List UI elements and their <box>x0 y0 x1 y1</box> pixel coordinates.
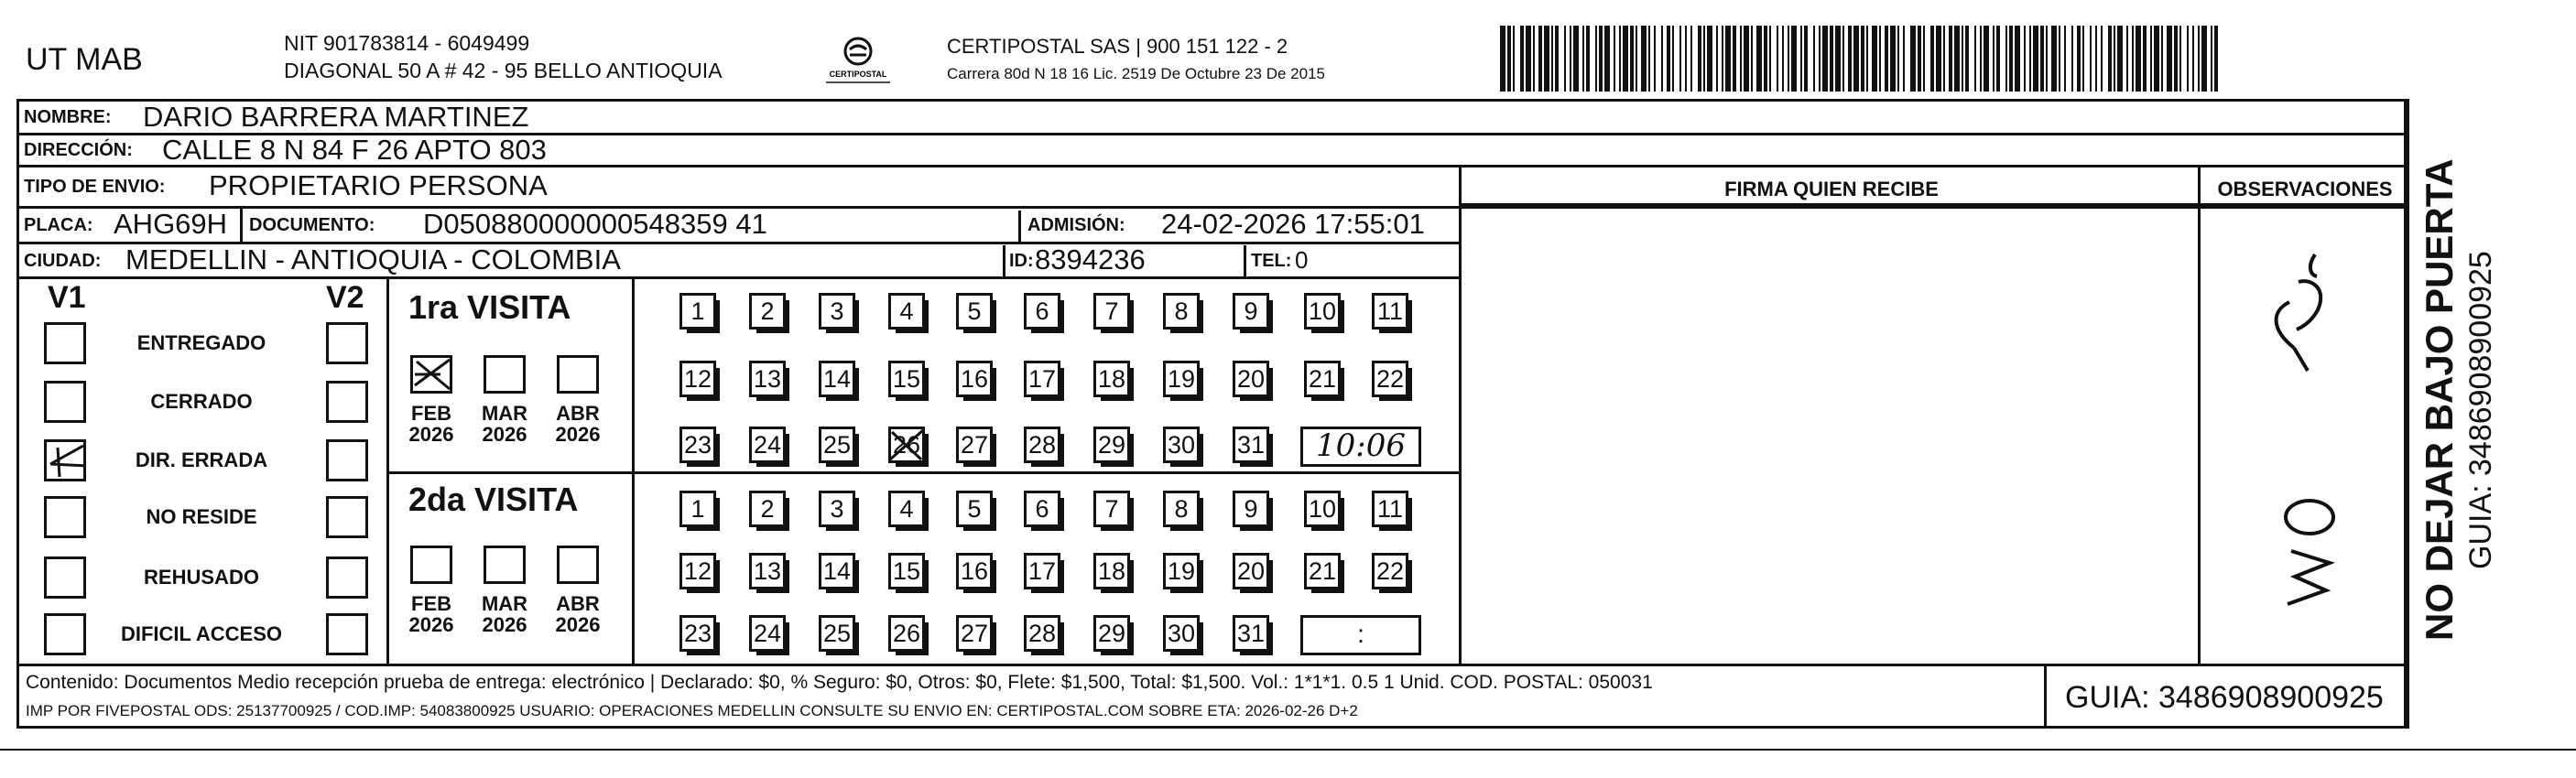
barcode-bar <box>1725 26 1731 92</box>
barcode-bar <box>1654 26 1656 92</box>
visit1-day-box[interactable]: 14 <box>819 361 855 397</box>
visit1-month-label: MAR 2026 <box>481 402 528 447</box>
city-value: MEDELLIN - ANTIOQUIA - COLOMBIA <box>125 243 621 276</box>
barcode-bar <box>1623 26 1628 92</box>
barcode-bar <box>2214 26 2218 92</box>
visit1-day-box[interactable]: 6 <box>1024 293 1060 330</box>
barcode-bar <box>2132 26 2134 92</box>
barcode-bar <box>2064 26 2066 92</box>
barcode-bar <box>1782 26 1784 92</box>
barcode-bar <box>1848 26 1852 92</box>
barcode-bar <box>1835 26 1841 92</box>
barcode-bar <box>1667 26 1670 92</box>
visit2-day-box[interactable]: 14 <box>819 553 855 589</box>
barcode-bar <box>1599 26 1603 92</box>
barcode-bar <box>2179 26 2181 92</box>
admission-label: ADMISIÓN: <box>1027 215 1125 235</box>
visit1-day-box[interactable]: 27 <box>956 427 993 463</box>
barcode-bar <box>1685 26 1687 92</box>
barcode-bar <box>1830 26 1833 92</box>
visit2-day-box[interactable]: 6 <box>1024 491 1060 527</box>
visit1-day-box[interactable]: 19 <box>1163 361 1200 397</box>
barcode-bar <box>1500 26 1505 92</box>
barcode-bar <box>1996 26 2000 92</box>
visit2-day-box[interactable]: 4 <box>888 491 925 527</box>
barcode-bar <box>1751 26 1753 92</box>
status-label: REHUSADO <box>144 566 259 589</box>
observations-header: OBSERVACIONES <box>2217 178 2393 200</box>
barcode-bar <box>1974 26 1976 92</box>
logo-text: CERTIPOSTAL <box>829 70 887 79</box>
barcode-bar <box>2187 26 2189 92</box>
visit1-day-box[interactable]: 11 <box>1372 293 1408 330</box>
visit2-month-checkbox[interactable] <box>484 546 526 584</box>
barcode-bar <box>1533 26 1535 92</box>
barcode-bar <box>2201 26 2207 92</box>
barcode-bar <box>1526 26 1531 92</box>
courier-license: Carrera 80d N 18 16 Lic. 2519 De Octubre 23 De 2015 <box>947 65 1325 82</box>
visit2-month-label: ABR 2026 <box>555 592 601 637</box>
barcode-bar <box>2167 26 2172 92</box>
visit1-day-box[interactable]: 30 <box>1163 427 1200 463</box>
barcode-bar <box>1538 26 1542 92</box>
id-value: 8394236 <box>1035 243 1146 276</box>
visit2-day-box[interactable]: 19 <box>1163 553 1200 589</box>
v1-checkbox[interactable] <box>44 556 86 599</box>
barcode-bar <box>1936 26 1941 92</box>
visit1-month-label: FEB 2026 <box>408 402 454 447</box>
barcode-bar <box>2009 26 2013 92</box>
barcode-bar <box>1949 26 1952 92</box>
visit1-day-box[interactable]: 24 <box>749 427 786 463</box>
visit2-day-box[interactable]: 7 <box>1093 491 1130 527</box>
barcode-bar <box>1822 26 1828 92</box>
barcode-bar <box>2126 26 2128 92</box>
document-label: DOCUMENTO: <box>249 215 375 235</box>
visit2-day-box[interactable]: 23 <box>679 615 716 652</box>
status-label: DIFICIL ACCESO <box>120 622 282 645</box>
barcode-bar <box>1777 26 1778 92</box>
shipping-type: PROPIETARIO PERSONA <box>209 169 548 201</box>
visit1-day-box[interactable]: 12 <box>679 361 716 397</box>
visit1-day-box[interactable]: 16 <box>956 361 993 397</box>
admission-value: 24-02-2026 17:55:01 <box>1161 208 1425 240</box>
barcode-bar <box>1930 26 1934 92</box>
barcode-bar <box>2136 26 2141 92</box>
barcode-bar <box>1879 26 1881 92</box>
company-nit: NIT 901783814 - 6049499 <box>284 31 530 55</box>
visit1-month-checkbox[interactable] <box>484 355 526 394</box>
barcode-bar <box>1910 26 1916 92</box>
visit2-day-box[interactable]: 9 <box>1233 491 1269 527</box>
barcode-bar <box>2082 26 2084 92</box>
visit1-day-box[interactable]: 13 <box>749 361 786 397</box>
barcode-bar <box>1764 26 1767 92</box>
barcode-bar <box>1800 26 1802 92</box>
barcode-bar <box>1573 26 1579 92</box>
barcode-bar <box>2040 26 2044 92</box>
barcode-bar <box>1733 26 1736 92</box>
visit2-day-box[interactable]: 29 <box>1093 615 1130 652</box>
company-name: UT MAB <box>26 42 143 77</box>
name-label: NOMBRE: <box>24 107 112 127</box>
barcode-bar <box>1582 26 1584 92</box>
visit2-day-box[interactable]: 16 <box>956 553 993 589</box>
visit1-day-box[interactable]: 22 <box>1372 361 1408 397</box>
barcode-bar <box>1630 26 1634 92</box>
v1-label: V1 <box>48 280 86 315</box>
barcode-bar <box>1885 26 1888 92</box>
v1-checkbox[interactable] <box>44 496 86 538</box>
recipient-name: DARIO BARRERA MARTINEZ <box>143 101 529 133</box>
barcode-bar <box>2029 26 2031 92</box>
plate-value: AHG69H <box>114 208 228 240</box>
barcode-bar <box>2051 26 2057 92</box>
side-guide: GUIA: 3486908900925 <box>2463 251 2498 569</box>
visit1-day-box[interactable]: 28 <box>1024 427 1060 463</box>
visit1-day-box[interactable]: 21 <box>1304 361 1341 397</box>
v2-label: V2 <box>326 280 364 315</box>
visit2-day-box[interactable]: 5 <box>956 491 993 527</box>
barcode-bar <box>1744 26 1749 92</box>
visit1-day-box[interactable]: 10 <box>1304 293 1341 330</box>
barcode-bar <box>1819 26 1821 92</box>
barcode-bar <box>2143 26 2147 92</box>
barcode-bar <box>2033 26 2038 92</box>
visit1-day-box[interactable]: 4 <box>888 293 925 330</box>
barcode-bar <box>1943 26 1945 92</box>
barcode-bar <box>2198 26 2200 92</box>
barcode-bar <box>1641 26 1647 92</box>
v1-checkbox[interactable] <box>44 322 86 364</box>
barcode-bar <box>1980 26 1982 92</box>
barcode-bar <box>1890 26 1896 92</box>
barcode-bar <box>1866 26 1868 92</box>
v1-checkbox[interactable] <box>44 439 86 481</box>
barcode-bar <box>2161 26 2163 92</box>
visit2-month-checkbox[interactable] <box>410 546 452 584</box>
barcode-bar <box>1861 26 1864 92</box>
visit1-day-box[interactable]: 25 <box>819 427 855 463</box>
status-label: ENTREGADO <box>136 331 266 354</box>
barcode-bar <box>1756 26 1762 92</box>
visit1-day-box[interactable]: 23 <box>679 427 716 463</box>
barcode-bar <box>1520 26 1524 92</box>
barcode-bar <box>2005 26 2007 92</box>
visit2-day-box[interactable]: 31 <box>1233 615 1269 652</box>
barcode-bar <box>1604 26 1610 92</box>
barcode-bar <box>1707 26 1712 92</box>
barcode-bar <box>1551 26 1553 92</box>
barcode-bar <box>2154 26 2159 92</box>
barcode-bar <box>1903 26 1905 92</box>
visit2-day-box[interactable]: 3 <box>819 491 855 527</box>
shipping-type-label: TIPO DE ENVIO: <box>24 177 166 197</box>
barcode-bar <box>1965 26 1969 92</box>
barcode-bar <box>1648 26 1650 92</box>
v2-checkbox[interactable] <box>326 556 368 599</box>
visit1-day-box[interactable]: 17 <box>1024 361 1060 397</box>
visit1-day-box[interactable]: 20 <box>1233 361 1269 397</box>
barcode-bar <box>1853 26 1859 92</box>
visit2-month-checkbox[interactable] <box>557 546 599 584</box>
barcode-bar <box>1769 26 1771 92</box>
visit2-day-box[interactable]: 11 <box>1372 491 1408 527</box>
plate-label: PLACA: <box>24 215 93 235</box>
v2-checkbox[interactable] <box>326 439 368 481</box>
footer-guide: GUIA: 3486908900925 <box>2065 680 2384 715</box>
status-label: CERRADO <box>150 390 253 413</box>
barcode-bar <box>2077 26 2081 92</box>
v1-checkbox[interactable] <box>44 613 86 655</box>
tel-value: 0 <box>1295 246 1309 274</box>
visit1-title: 1ra VISITA <box>408 288 571 326</box>
barcode-bar <box>1993 26 1994 92</box>
footer-imp: IMP POR FIVEPOSTAL ODS: 25137700925 / COD.IMP: 54083800925 USUARIO: OPERACIONES MEDELLIN CONSULTE SU ENVIO EN: CERTIPOSTAL.COM SOBRE ETA: 2026-02-26 D+2 <box>26 702 1358 719</box>
barcode-bar <box>1804 26 1808 92</box>
barcode-bar <box>1923 26 1925 92</box>
document-value: D050880000000548359 41 <box>423 208 767 240</box>
visit2-day-box[interactable]: 30 <box>1163 615 1200 652</box>
visit1-time-box[interactable]: 10:06 <box>1300 427 1421 467</box>
visit1-day-box[interactable]: 18 <box>1093 361 1130 397</box>
footer-content: Contenido: Documentos Medio recepción prueba de entrega: electrónico | Declarado: $0, % Seguro: $0, Otros: $0, Flete: $1,500, Total: $1,500. Vol.: 1*1*1. 0.5 1 Unid. COD. POSTAL: 050031 <box>26 672 1653 693</box>
address-label: DIRECCIÓN: <box>24 140 133 160</box>
barcode-bar <box>1962 26 1963 92</box>
visit1-day-box[interactable]: 1 <box>679 293 716 330</box>
barcode-bar <box>1984 26 1989 92</box>
barcode-bar <box>2117 26 2123 92</box>
visit2-title: 2da VISITA <box>408 481 579 518</box>
visit2-day-box[interactable]: 25 <box>819 615 855 652</box>
signature-area[interactable] <box>1465 209 2192 661</box>
v1-checkbox[interactable] <box>44 381 86 423</box>
visit1-day-box[interactable]: 26 <box>888 427 925 463</box>
visit2-day-box[interactable]: 20 <box>1233 553 1269 589</box>
visit1-day-box[interactable]: 9 <box>1233 293 1269 330</box>
barcode-bar <box>2095 26 2097 92</box>
barcode-bar <box>1619 26 1621 92</box>
visit2-month-label: MAR 2026 <box>481 592 528 637</box>
visit1-month-checkbox[interactable] <box>557 355 599 394</box>
barcode-bar <box>1507 26 1511 92</box>
barcode-bar <box>1679 26 1681 92</box>
visit2-day-box[interactable]: 1 <box>679 491 716 527</box>
v2-checkbox[interactable] <box>326 381 368 423</box>
visit2-day-box[interactable]: 26 <box>888 615 925 652</box>
v2-checkbox[interactable] <box>326 322 368 364</box>
barcode-bar <box>1872 26 1877 92</box>
barcode-bar <box>1842 26 1844 92</box>
v2-checkbox[interactable] <box>326 496 368 538</box>
barcode-bar <box>1698 26 1701 92</box>
barcode-bar <box>2046 26 2048 92</box>
visit1-day-box[interactable]: 3 <box>819 293 855 330</box>
visit2-day-box[interactable]: 21 <box>1304 553 1341 589</box>
barcode-bar <box>1614 26 1615 92</box>
company-address: DIAGONAL 50 A # 42 - 95 BELLO ANTIOQUIA <box>284 59 723 82</box>
visit2-day-box[interactable]: 18 <box>1093 553 1130 589</box>
observations-handwriting <box>2207 211 2401 659</box>
barcode-bar <box>1570 26 1571 92</box>
barcode-bar <box>1690 26 1692 92</box>
barcode-bar <box>2211 26 2212 92</box>
barcode-bar <box>2174 26 2178 92</box>
visit2-day-box[interactable]: 13 <box>749 553 786 589</box>
status-label: NO RESIDE <box>146 505 257 528</box>
barcode-bar <box>1813 26 1815 92</box>
city-label: CIUDAD: <box>24 251 102 271</box>
barcode-bar <box>1954 26 1960 92</box>
visit1-day-box[interactable]: 5 <box>956 293 993 330</box>
certipostal-logo <box>817 35 899 90</box>
signature-header: FIRMA QUIEN RECIBE <box>1724 178 1939 200</box>
barcode-bar <box>1661 26 1663 92</box>
barcode-bar <box>2150 26 2152 92</box>
visit1-day-box[interactable]: 15 <box>888 361 925 397</box>
barcode-bar <box>1544 26 1549 92</box>
barcode-bar <box>2024 26 2026 92</box>
barcode-bar <box>1586 26 1590 92</box>
tel-label: TEL: <box>1251 251 1292 271</box>
day-cross-mark <box>885 423 929 471</box>
barcode-bar <box>1636 26 1637 92</box>
visit1-month-checkbox[interactable] <box>410 355 452 394</box>
barcode-bar <box>2015 26 2020 92</box>
visit2-day-box[interactable]: 22 <box>1372 553 1408 589</box>
barcode-bar <box>1788 26 1789 92</box>
barcode-bar <box>2108 26 2112 92</box>
visit1-day-box[interactable]: 29 <box>1093 427 1130 463</box>
visit1-day-box[interactable]: 31 <box>1233 427 1269 463</box>
barcode-bar <box>1595 26 1597 92</box>
visit2-day-box[interactable]: 15 <box>888 553 925 589</box>
barcode-bar <box>2071 26 2073 92</box>
visit2-day-box[interactable]: 27 <box>956 615 993 652</box>
barcode-bar <box>1918 26 1921 92</box>
barcode-bar <box>1791 26 1797 92</box>
v2-checkbox[interactable] <box>326 613 368 655</box>
visit2-day-box[interactable]: 10 <box>1304 491 1341 527</box>
barcode-bar <box>1564 26 1566 92</box>
visit2-day-box[interactable]: 12 <box>679 553 716 589</box>
barcode-bar <box>2101 26 2103 92</box>
barcode-bar <box>1703 26 1705 92</box>
barcode-bar <box>1897 26 1899 92</box>
barcode-bar <box>1740 26 1742 92</box>
visit2-month-label: FEB 2026 <box>408 592 454 637</box>
visit1-day-box[interactable]: 2 <box>749 293 786 330</box>
visit1-day-box[interactable]: 8 <box>1163 293 1200 330</box>
visit2-day-box[interactable]: 17 <box>1024 553 1060 589</box>
status-label: DIR. ERRADA <box>135 448 268 471</box>
barcode <box>1500 26 2223 92</box>
barcode-bar <box>2114 26 2115 92</box>
visit1-month-label: ABR 2026 <box>555 402 601 447</box>
barcode-bar <box>1722 26 1723 92</box>
visit2-day-box[interactable]: 28 <box>1024 615 1060 652</box>
barcode-bar <box>2192 26 2194 92</box>
barcode-bar <box>2090 26 2092 92</box>
barcode-bar <box>1513 26 1515 92</box>
visit2-day-box[interactable]: 24 <box>749 615 786 652</box>
barcode-bar <box>1716 26 1718 92</box>
courier-name: CERTIPOSTAL SAS | 900 151 122 - 2 <box>947 35 1288 58</box>
recipient-address: CALLE 8 N 84 F 26 APTO 803 <box>162 134 547 166</box>
visit2-day-box[interactable]: 8 <box>1163 491 1200 527</box>
id-label: ID: <box>1009 251 1034 271</box>
visit1-day-box[interactable]: 7 <box>1093 293 1130 330</box>
visit2-day-box[interactable]: 2 <box>749 491 786 527</box>
side-warning: NO DEJAR BAJO PUERTA <box>2418 158 2461 641</box>
barcode-bar <box>2059 26 2060 92</box>
barcode-bar <box>1555 26 1559 92</box>
barcode-bar <box>1672 26 1674 92</box>
visit2-time-box[interactable]: : <box>1300 615 1421 655</box>
